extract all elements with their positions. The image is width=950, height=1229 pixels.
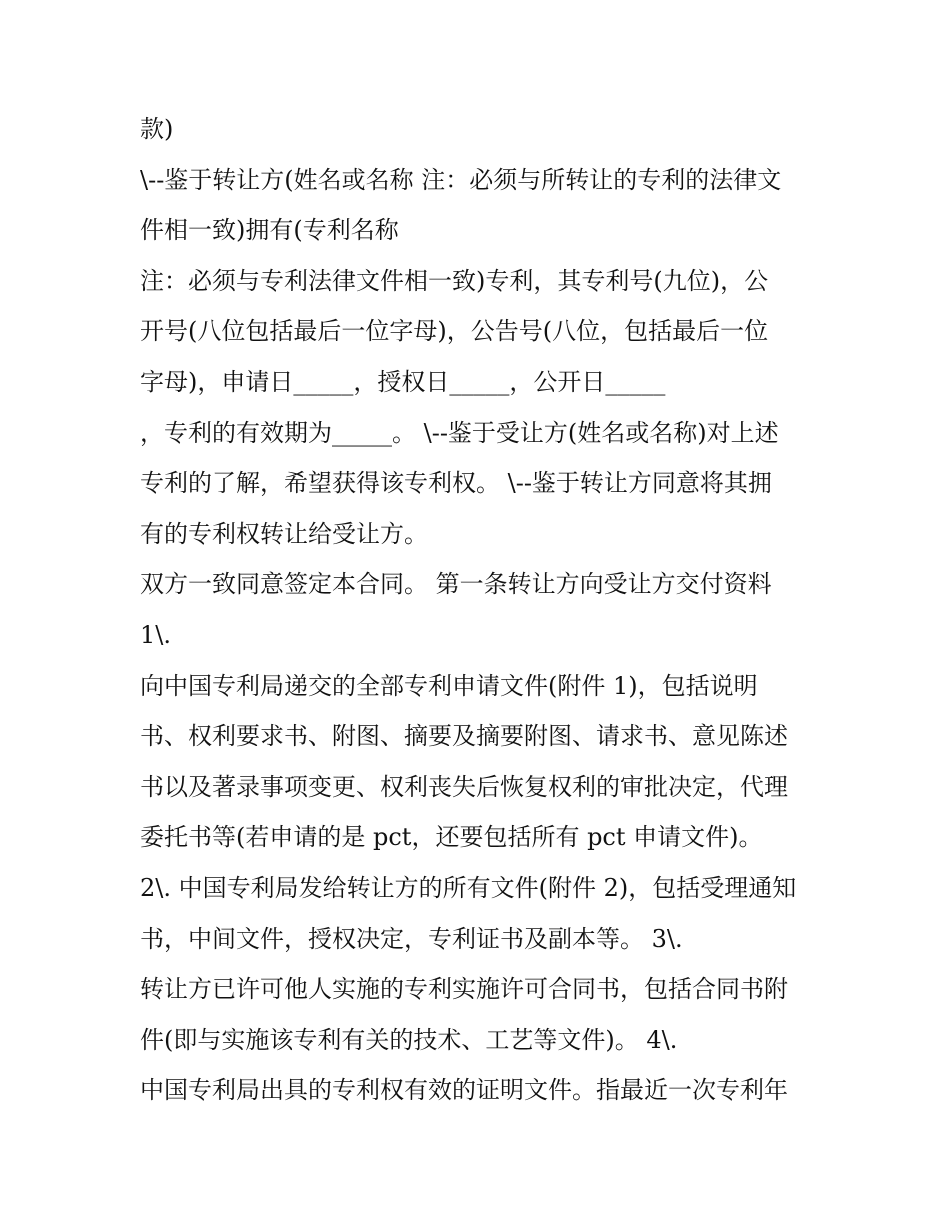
text-line: 字母)，申请日_____，授权日_____，公开日_____ bbox=[140, 367, 666, 396]
text-line: 向中国专利局递交的全部专利申请文件(附件 1)，包括说明 bbox=[140, 671, 758, 700]
text-line: 2\. 中国专利局发给转让方的所有文件(附件 2)，包括受理通知 bbox=[140, 873, 797, 902]
text-line: 书、权利要求书、附图、摘要及摘要附图、请求书、意见陈述 bbox=[140, 722, 788, 751]
document-body bbox=[140, 104, 820, 1116]
text-line: 双方一致同意签定本合同。 第一条转让方向受让方交付资料 bbox=[140, 570, 772, 599]
text-line: 委托书等(若申请的是 pct，还要包括所有 pct 申请文件)。 bbox=[140, 823, 763, 852]
text-line: 注：必须与专利法律文件相一致)专利，其专利号(九位)，公 bbox=[140, 266, 769, 295]
text-line: 有的专利权转让给受让方。 bbox=[140, 519, 428, 548]
text-line: 专利的了解，希望获得该专利权。 \--鉴于转让方同意将其拥 bbox=[140, 469, 772, 498]
text-line: 书，中间文件，授权决定，专利证书及副本等。 3\. bbox=[140, 924, 683, 953]
text-line: 1\. bbox=[140, 620, 171, 649]
text-line: 书以及著录事项变更、权利丧失后恢复权利的审批决定，代理 bbox=[140, 772, 788, 801]
text-line: 开号(八位包括最后一位字母)，公告号(八位，包括最后一位 bbox=[140, 317, 769, 346]
text-line: 转让方已许可他人实施的专利实施许可合同书，包括合同书附 bbox=[140, 975, 788, 1004]
text-line: 件(即与实施该专利有关的技术、工艺等文件)。 4\. bbox=[140, 1025, 678, 1054]
text-line: \--鉴于转让方(姓名或名称 注：必须与所转让的专利的法律文 bbox=[140, 165, 782, 194]
text-line: ，专利的有效期为_____。 \--鉴于受让方(姓名或名称)对上述 bbox=[140, 418, 779, 447]
text-line: 中国专利局出具的专利权有效的证明文件。指最近一次专利年 bbox=[140, 1076, 788, 1105]
text-line: 款) bbox=[140, 115, 174, 143]
text-line: 件相一致)拥有(专利名称 bbox=[140, 216, 399, 245]
